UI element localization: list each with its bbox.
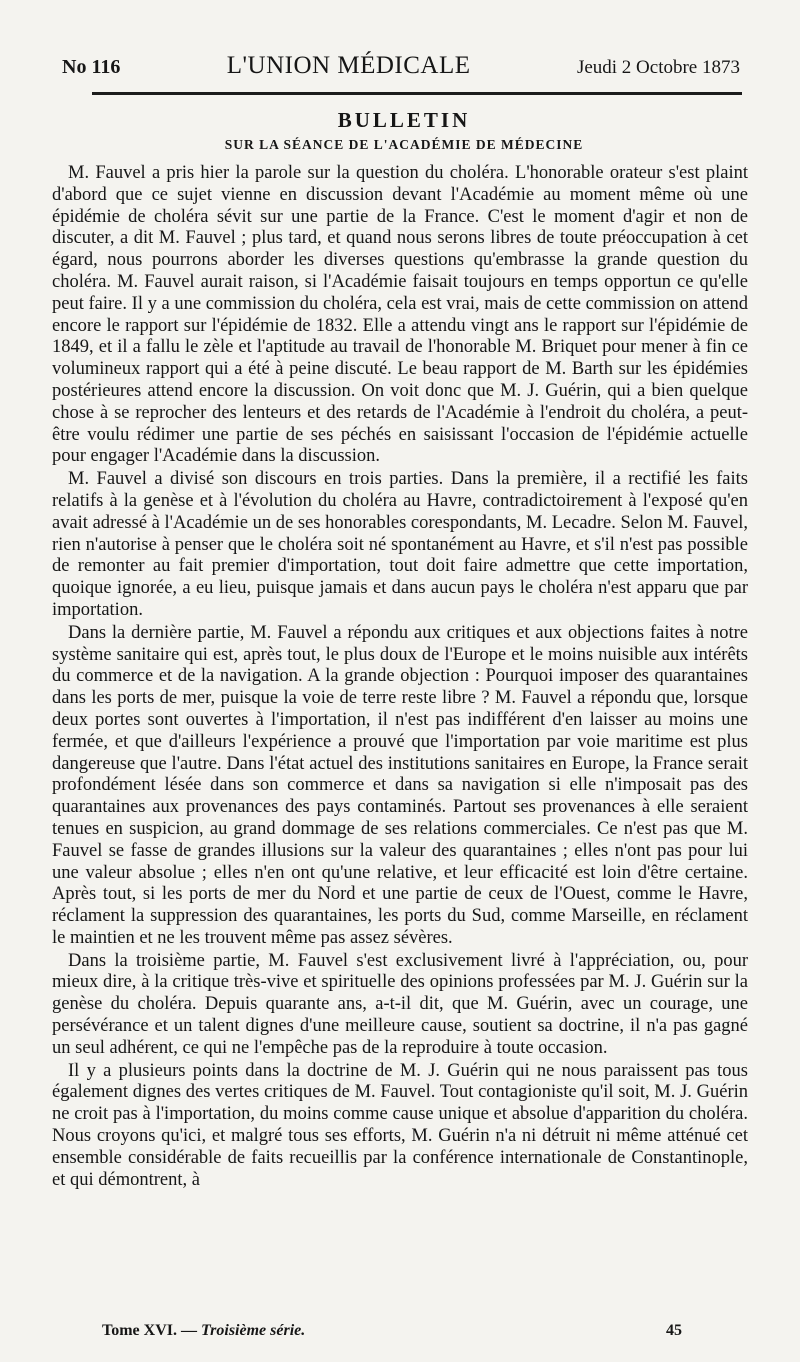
header-rule — [92, 92, 742, 95]
article-title: BULLETIN — [337, 108, 471, 132]
running-head — [52, 52, 756, 82]
paragraph-2: M. Fauvel a divisé son discours en trois parties. Dans la première, il a rectifié les faits relatifs à la genèse et à l'évolution du choléra au Havre, contradictoirement à l'exposé qu'en avait adressé à l'Académie un de ses honorables corespondants, M. Lecadre. Selon M. Fauvel, rien n'autorise à penser que le choléra soit né spontanément au Havre, et s'il n'est pas possible de remonter au fait premier d'importation, tout doit faire admettre que cette importation, quoique ignorée, a eu lieu, puisque jamais et dans aucun pays le choléra n'est apparu que par importation. — [52, 469, 748, 620]
footer-volume-info — [102, 1322, 305, 1340]
paragraph-5: Il y a plusieurs points dans la doctrine de M. J. Guérin qui ne nous paraissent pas tous également dignes des vertes critiques de M. Fauvel. Tout contagioniste qu'il soit, M. J. Guérin ne croit pas à l'importation, du moins comme cause unique et absolue d'apparition du choléra. Nous croyons qu'ici, et malgré tous ses efforts, M. Guérin n'a ni détruit ni même atténué cet ensemble considérable de faits recueillis par la conférence internationale de Constantinople, et qui démontrent, à — [52, 1060, 748, 1190]
issue-number: No 116 — [62, 56, 121, 78]
article-body — [52, 163, 756, 1191]
issue-date: Jeudi 2 Octobre 1873 — [576, 57, 740, 78]
paragraph-4: Dans la troisième partie, M. Fauvel s'est exclusivement livré à l'appréciation, ou, pour mieux dire, à la critique très-vive et spirituelle des opinions professées par M. J. Guérin sur la genèse du choléra. Depuis quarante ans, a-t-il dit, que M. Guérin, avec un courage, une persévérance et un talent dignes d'une meilleure cause, soutient sa doctrine, il n'a pas gagné un seul adhérent, ce qui ne l'empêche pas de la reproduire à toute occasion. — [52, 950, 748, 1058]
paragraph-3: Dans la dernière partie, M. Fauvel a répondu aux critiques et aux objections faites à notre système sanitaire qui est, après tout, le plus doux de l'Europe et le moins nuisible aux intérêts du commerce et de la navigation. A la grande objection : Pourquoi imposer des quarantaines dans les ports de mer, puisque la voie de terre reste libre ? M. Fauvel a répondu que, lorsque deux portes sont ouvertes à l'importation, il n'est pas indifférent d'en laisser au moins une fermée, et que d'ailleurs l'expérience a prouvé que l'importation par voie maritime est plus dangereuse que l'autre. Dans l'état actuel des institutions sanitaires en Europe, la France serait profondément lésée dans son commerce et dans sa navigation si elle n'imposait pas des quarantaines aux provenances des pays contaminés. Partout ses provenances à elle seraient tenues en suspicion, au grand dommage de ses relations commerciales. Ce n'est pas que M. Fauvel se fasse de grandes illusions sur la valeur des quarantaines ; elles n'ont pas pour lui une valeur absolue ; elles n'en ont qu'une relative, et leur efficacité est loin d'être certaine. Après tout, si les ports de mer du Nord et une partie de ceux de l'Ouest, comme le Havre, réclament la suppression des quarantaines, les ports du Sud, comme Marseille, en réclament le maintien et ne les trouvent même pas assez sévères. — [52, 622, 748, 948]
series-label: Troisième série. — [200, 1322, 306, 1339]
volume-label: Tome XVI. — — [102, 1322, 197, 1339]
journal-title: L'UNION MÉDICALE — [226, 52, 471, 79]
article-subtitle: SUR LA SÉANCE DE L'ACADÉMIE DE MÉDECINE — [224, 137, 584, 152]
paragraph-1: M. Fauvel a pris hier la parole sur la question du choléra. L'honorable orateur s'est plaint d'abord que ce sujet vienne en discussion devant l'Académie au moment même où une épidémie de choléra sévit sur une partie de la France. C'est le moment d'agir et non de discuter, a dit M. Fauvel ; plus tard, et quand nous serons libres de toute préoccupation à cet égard, nous pourrons aborder les diverses questions qu'embrasse la grande question du choléra. M. Fauvel aurait raison, si l'Académie faisait toujours en temps opportun ce qu'elle peut faire. Il y a une commission du choléra, cela est vrai, mais de cette commission on attend encore le rapport sur l'épidémie de 1832. Elle a attendu vingt ans le rapport sur l'épidémie de 1849, et il a fallu le zèle et l'aptitude au travail de l'honorable M. Briquet pour mener à fin ce volumineux rapport qui a été à peine discuté. Le beau rapport de M. Barth sur les épidémies postérieures attend encore la discussion. On voit donc que M. J. Guérin, qui a bien quelque chose à se reprocher des lenteurs et des retards de l'Académie à l'endroit du choléra, a peut-être voulu rédimer une partie de ses péchés en saisissant l'occasion de l'épidémie actuelle pour engager l'Académie dans la discussion. — [52, 163, 748, 467]
page-number: 45 — [666, 1322, 682, 1339]
page-footer — [102, 1322, 682, 1340]
